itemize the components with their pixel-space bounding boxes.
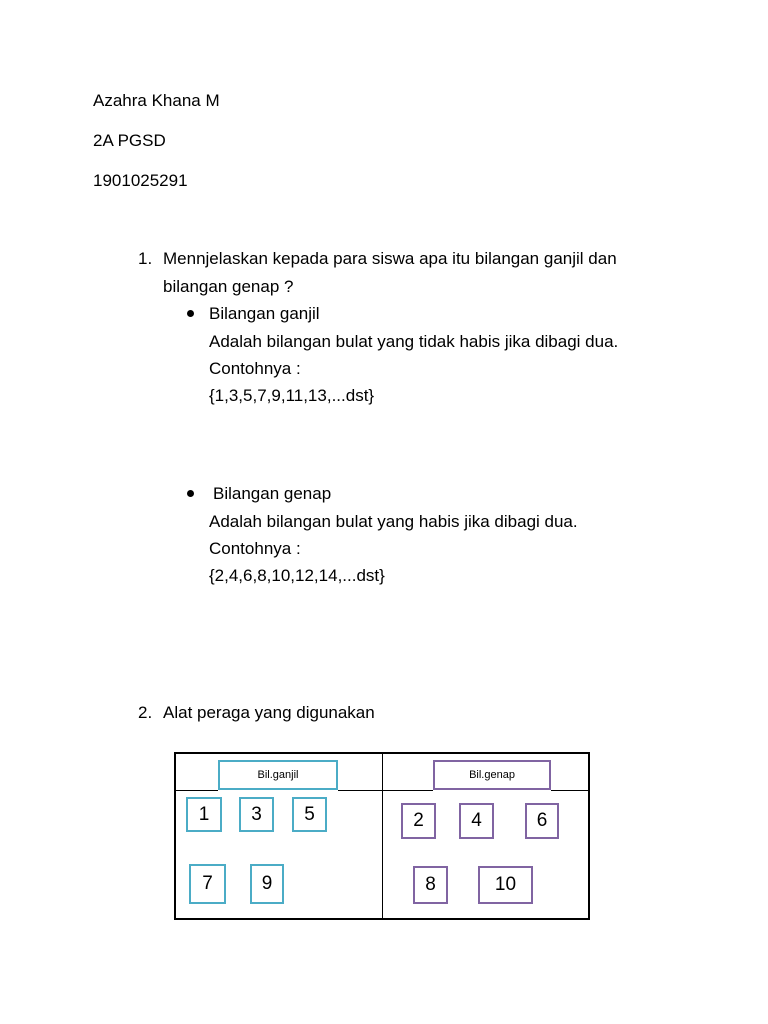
even-header: Bil.genap [433,760,551,790]
odd-header: Bil.ganjil [218,760,338,790]
odd-title: Bilangan ganjil [209,304,320,323]
question-1-text-line-1: Mennjelaskan kepada para siswa apa itu bilangan ganjil dan [163,249,617,268]
even-number-box: 10 [478,866,533,904]
student-class: 2A PGSD [93,131,166,150]
even-number-box: 8 [413,866,448,904]
even-number-box: 4 [459,803,494,839]
odd-definition: Adalah bilangan bulat yang tidak habis jika dibagi dua. [209,332,619,351]
even-definition: Adalah bilangan bulat yang habis jika dibagi dua. [209,512,578,531]
even-header-rule-left [383,790,433,791]
even-example-label: Contohnya : [209,539,301,558]
bullet-icon [187,310,194,317]
question-2-text: Alat peraga yang digunakan [163,703,375,722]
odd-number-box: 7 [189,864,226,904]
student-name: Azahra Khana M [93,91,220,110]
odd-number-box: 3 [239,797,274,832]
question-2-number: 2. [138,703,153,722]
odd-header-rule-left [176,790,218,791]
odd-example: {1,3,5,7,9,11,13,...dst} [209,386,375,405]
odd-number-box: 9 [250,864,284,904]
column-divider [382,752,383,920]
even-example: {2,4,6,8,10,12,14,...dst} [209,566,385,585]
student-nim: 1901025291 [93,171,188,190]
odd-number-box: 1 [186,797,222,832]
odd-number-box: 5 [292,797,327,832]
odd-header-rule-right [338,790,382,791]
even-header-rule-right [551,790,588,791]
bullet-icon [187,490,194,497]
question-1-number: 1. [138,249,153,268]
odd-example-label: Contohnya : [209,359,301,378]
even-number-box: 2 [401,803,436,839]
even-number-box: 6 [525,803,559,839]
question-1-text-line-2: bilangan genap ? [163,277,294,296]
even-title: Bilangan genap [213,484,332,503]
